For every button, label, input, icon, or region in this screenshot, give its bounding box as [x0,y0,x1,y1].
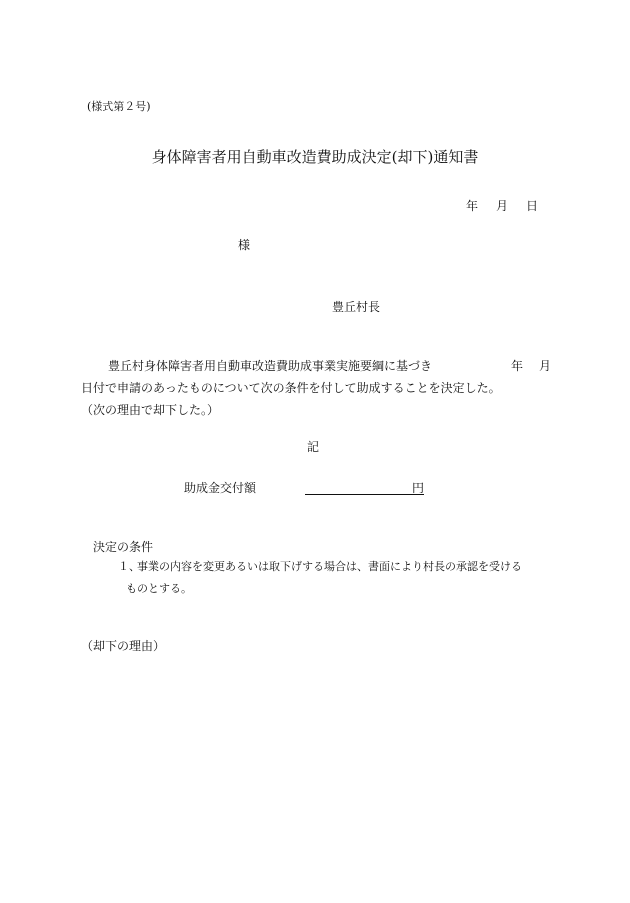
date-month: 月 [496,199,509,213]
amount-label: 助成金交付額 [184,481,257,495]
body-line-1-year: 年 [511,359,524,373]
addressee-suffix: 様 [238,238,251,252]
ki-heading: 記 [307,440,320,454]
conditions-heading: 決定の条件 [93,540,154,554]
reject-reason-heading: （却下の理由） [81,639,166,653]
condition-item-continuation: ものとする。 [126,582,192,595]
date-line [466,197,538,214]
body-line-3: （次の理由で却下した。） [81,403,220,417]
body-line-2: 日付で申請のあったものについて次の条件を付して助成することを決定した。 [81,381,501,395]
date-day: 日 [526,199,539,213]
condition-item-text: 事業の内容を変更あるいは取下げする場合は、書面により村長の承認を受ける [137,560,522,573]
condition-item-number: １、 [118,560,140,573]
issuer: 豊丘村長 [332,300,381,314]
body-line-1: 豊丘村身体障害者用自動車改造費助成事業実施要綱に基づき [108,359,433,373]
body-line-1-month: 月 [539,359,552,373]
form-number: (様式第２号) [87,100,151,113]
amount-unit: 円 [412,481,425,495]
date-year: 年 [466,199,479,213]
amount-blank-line [305,479,412,495]
document-title: 身体障害者用自動車改造費助成決定(却下)通知書 [151,148,479,166]
